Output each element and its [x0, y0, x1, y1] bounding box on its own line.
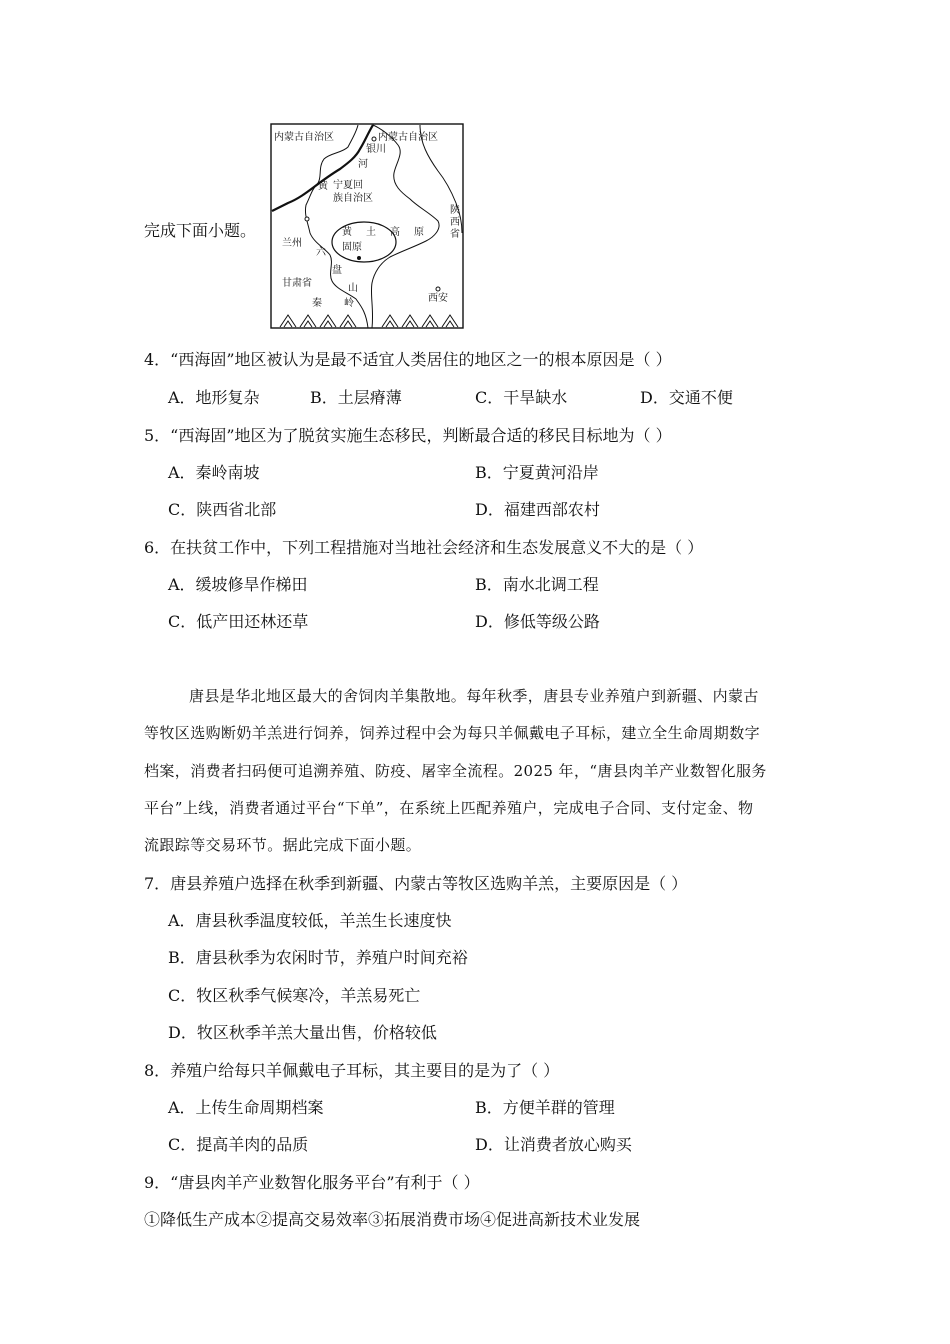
question-4-option-d: D．交通不便 [640, 388, 733, 407]
question-8-stem: 8．养殖户给每只羊佩戴电子耳标，其主要目的是为了（ ） [144, 1061, 560, 1080]
question-9-stem: 9．“唐县肉羊产业数智化服务平台”有利于（ ） [144, 1173, 480, 1192]
passage-line-3: 档案，消费者扫码便可追溯养殖、防疫、屠宰全流程。2025 年，“唐县肉羊产业数智化服务 [144, 762, 767, 780]
map-label-nm-right: 内蒙古自治区 [378, 132, 438, 143]
question-8-option-c: C．提高羊肉的品质 [168, 1135, 309, 1154]
question-6-option-a: A．缓坡修旱作梯田 [168, 575, 308, 594]
question-4-option-b: B．土层瘠薄 [310, 388, 402, 407]
xian-dot [436, 287, 440, 291]
map-label-shaanxi-1: 陕 [450, 205, 460, 216]
guyuan-dot [357, 256, 361, 260]
question-5-option-c: C．陕西省北部 [168, 500, 277, 519]
intro-text: 完成下面小题。 [144, 221, 257, 240]
map-label-shaanxi-2: 西 [450, 217, 460, 228]
lanzhou-dot [305, 217, 309, 221]
loess-plateau-map [270, 123, 464, 329]
map-label-loess-2: 土 [366, 227, 376, 238]
map-label-loess-4: 原 [414, 227, 424, 238]
question-6-option-b: B．南水北调工程 [475, 575, 599, 594]
map-label-yinchuan: 银川 [366, 144, 386, 155]
map-label-guyuan: 固原 [342, 242, 362, 253]
map-label-lanzhou: 兰州 [282, 238, 302, 249]
map-label-gansu: 甘肃省 [282, 278, 312, 289]
question-7-stem: 7．唐县养殖户选择在秋季到新疆、内蒙古等牧区选购羊羔，主要原因是（ ） [144, 874, 688, 893]
map-label-ningxia-2: 族自治区 [333, 193, 373, 204]
passage-line-2: 等牧区选购断奶羊羔进行饲养，饲养过程中会为每只羊佩戴电子耳标，建立全生命周期数字 [144, 724, 761, 742]
passage-line-5: 流跟踪等交易环节。据此完成下面小题。 [144, 836, 422, 854]
question-6-stem: 6．在扶贫工作中，下列工程措施对当地社会经济和生态发展意义不大的是（ ） [144, 538, 704, 557]
question-5-option-d: D．福建西部农村 [475, 500, 600, 519]
map-label-he: 河 [358, 159, 368, 170]
question-4-option-a: A．地形复杂 [168, 388, 260, 407]
question-8-option-a: A．上传生命周期档案 [168, 1098, 324, 1117]
map-label-loess-3: 高 [390, 227, 400, 238]
map-label-liupan-3: 山 [348, 283, 358, 294]
map-label-huang: 黄 [318, 181, 328, 192]
map-label-xian: 西安 [428, 293, 448, 304]
map-label-qin: 秦 [312, 298, 322, 309]
map-label-ling: 岭 [344, 298, 354, 309]
question-5-option-a: A．秦岭南坡 [168, 463, 260, 482]
map-label-liupan-1: 六 [316, 247, 326, 258]
yinchuan-dot [372, 137, 376, 141]
map-label-shaanxi-3: 省 [450, 229, 460, 240]
question-7-option-a: A．唐县秋季温度较低，羊羔生长速度快 [168, 911, 452, 930]
question-7-option-c: C．牧区秋季气候寒冷，羊羔易死亡 [168, 986, 421, 1005]
map-label-liupan-2: 盘 [332, 265, 342, 276]
question-4-stem: 4．“西海固”地区被认为是最不适宜人类居住的地区之一的根本原因是（ ） [144, 350, 672, 369]
question-4-option-c: C．干旱缺水 [475, 388, 568, 407]
question-5-option-b: B．宁夏黄河沿岸 [475, 463, 599, 482]
passage-line-4: 平台”上线，消费者通过平台“下单”，在系统上匹配养殖户，完成电子合同、支付定金、物 [144, 799, 754, 817]
question-9-choices: ①降低生产成本②提高交易效率③拓展消费市场④促进高新技术业发展 [144, 1210, 641, 1229]
map-label-nm-left: 内蒙古自治区 [274, 132, 334, 143]
question-8-option-b: B．方便羊群的管理 [475, 1098, 615, 1117]
map-label-ningxia-1: 宁夏回 [333, 180, 363, 191]
question-6-option-d: D．修低等级公路 [475, 612, 600, 631]
question-7-option-b: B．唐县秋季为农闲时节，养殖户时间充裕 [168, 948, 468, 967]
map-label-loess-1: 黄 [342, 227, 352, 238]
question-8-option-d: D．让消费者放心购买 [475, 1135, 632, 1154]
question-6-option-c: C．低产田还林还草 [168, 612, 309, 631]
question-5-stem: 5．“西海固”地区为了脱贫实施生态移民，判断最合适的移民目标地为（ ） [144, 426, 672, 445]
question-7-option-d: D．牧区秋季羊羔大量出售，价格较低 [168, 1023, 437, 1042]
passage-line-1: 唐县是华北地区最大的舍饲肉羊集散地。每年秋季，唐县专业养殖户到新疆、内蒙古 [189, 687, 759, 705]
